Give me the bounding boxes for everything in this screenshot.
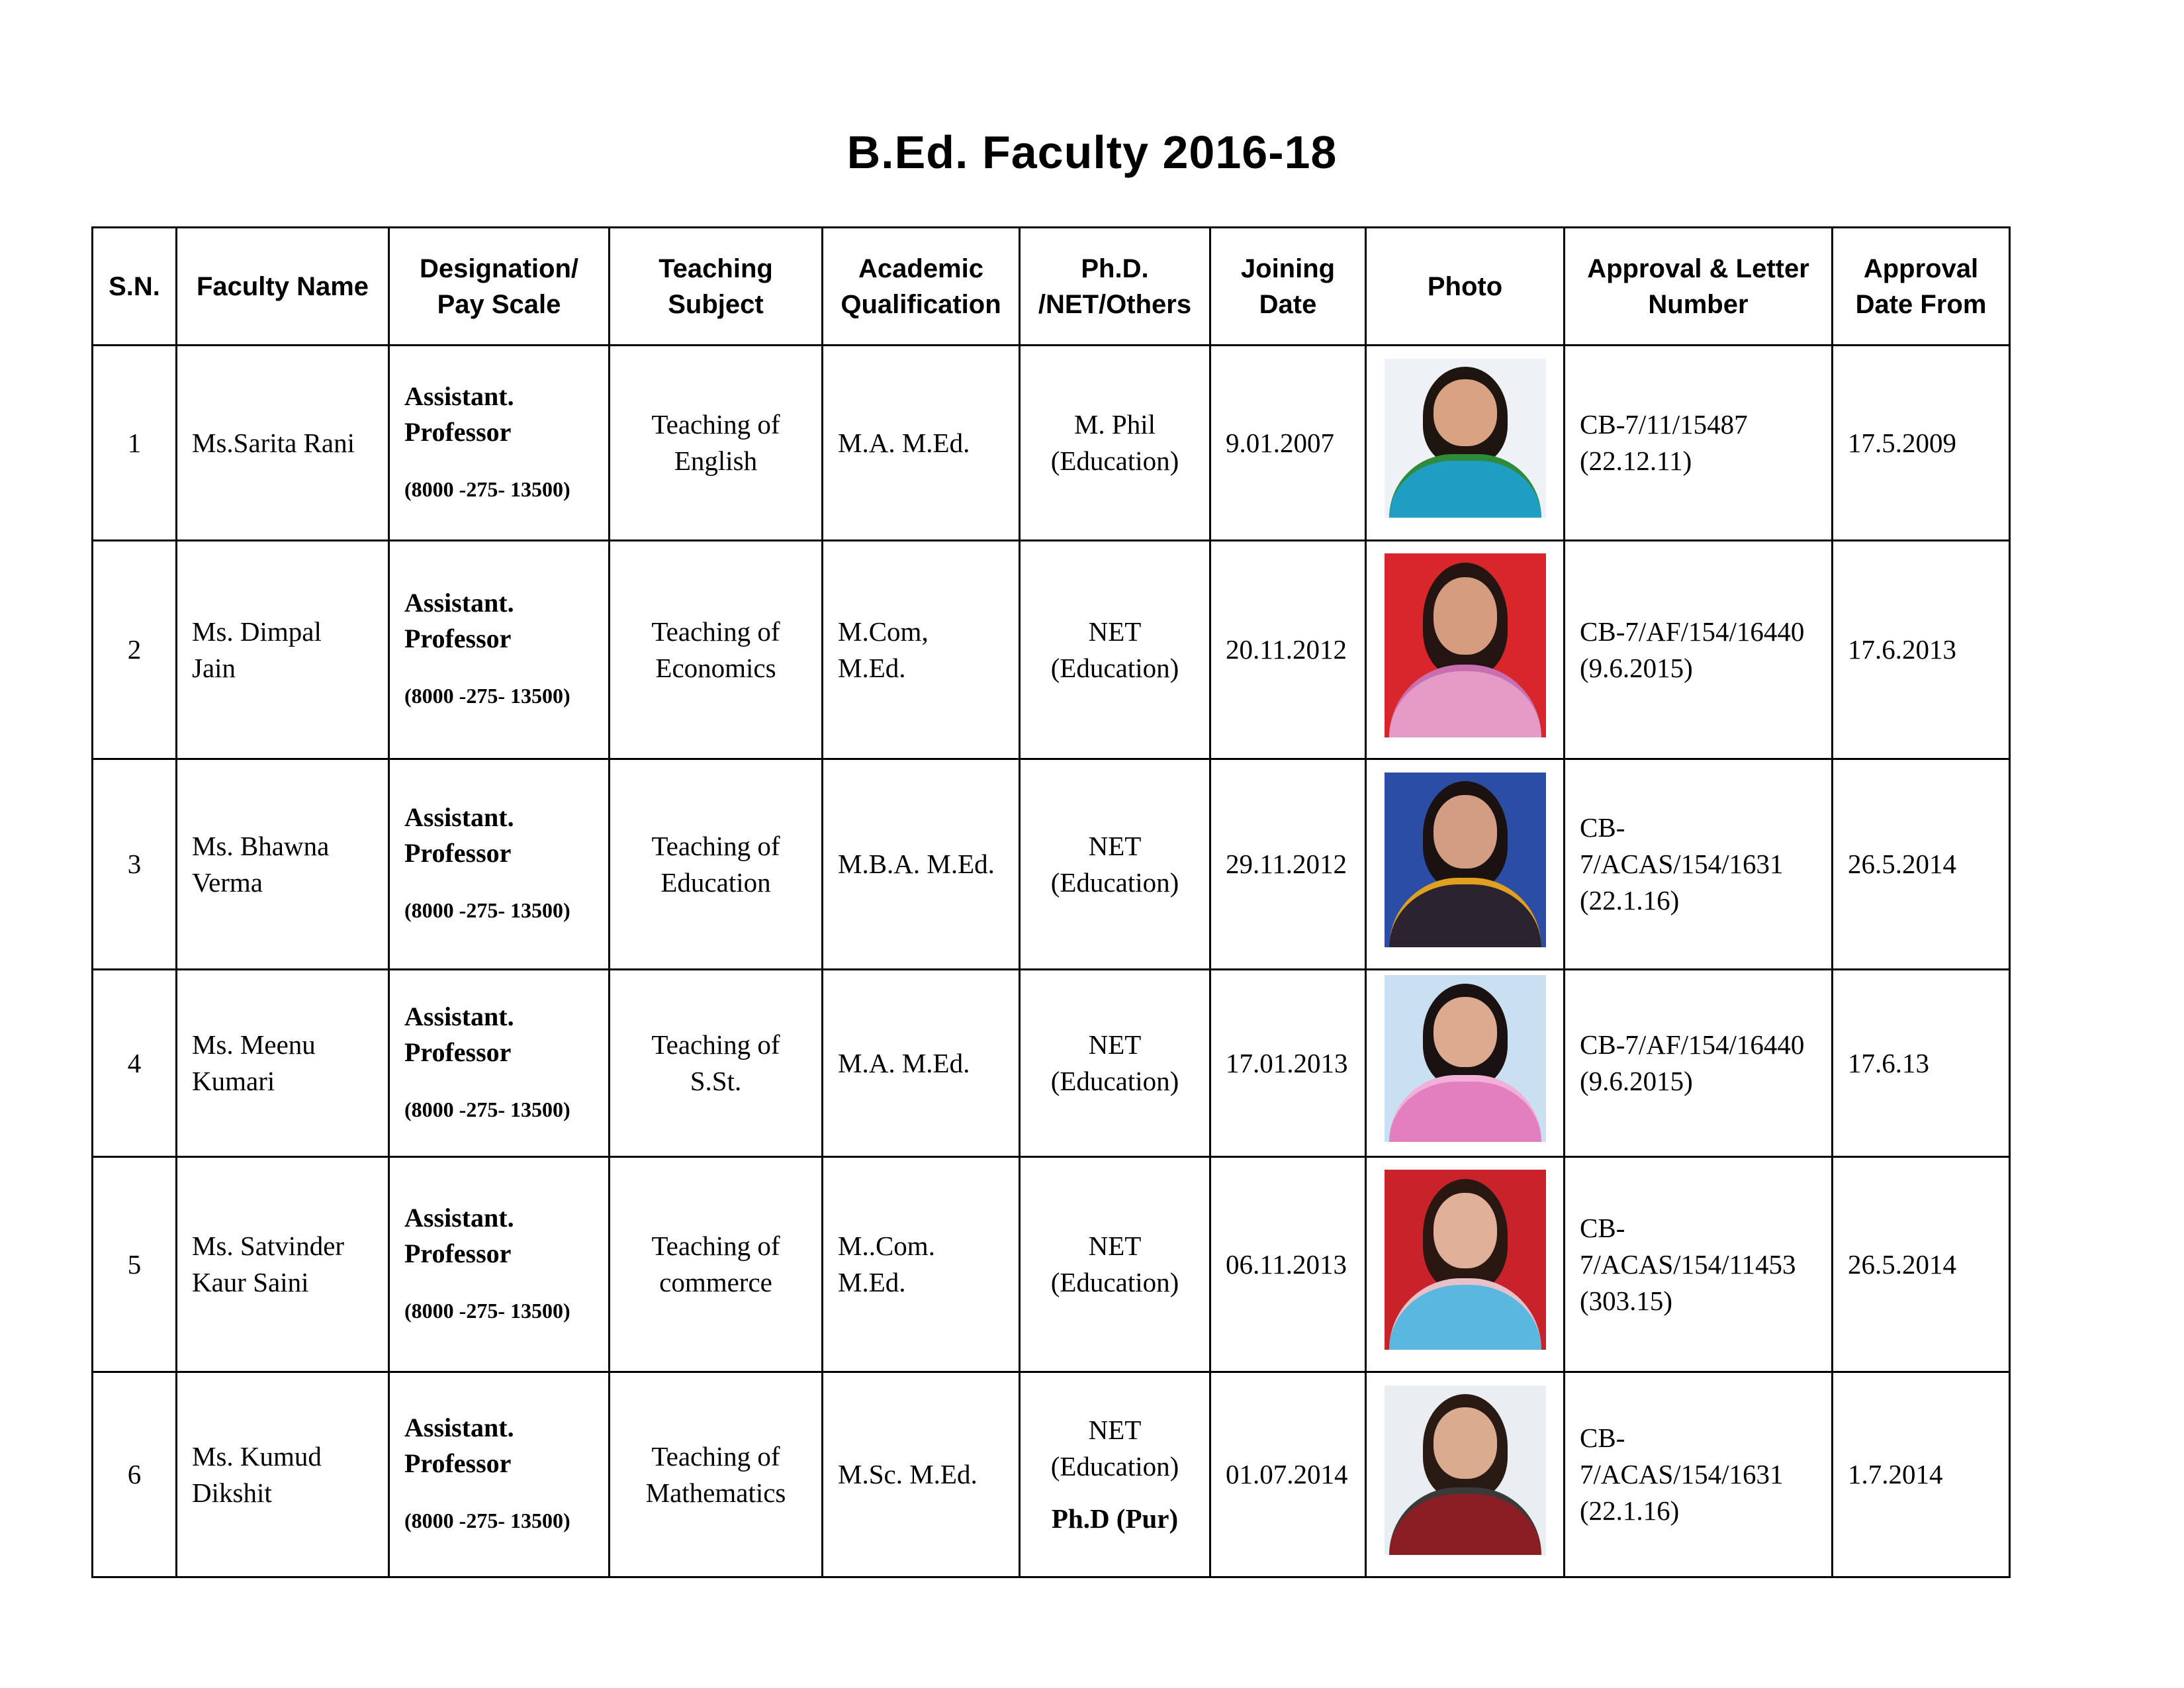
faculty-photo [1385, 1385, 1546, 1555]
cell-joining-date: 29.11.2012 [1210, 759, 1366, 970]
cell-teaching-subject: Teaching of English [610, 346, 823, 541]
header-designation: Designation/ Pay Scale [389, 228, 610, 346]
header-photo: Photo [1366, 228, 1565, 346]
cell-approval-letter: CB- 7/ACAS/154/1631 (22.1.16) [1565, 1372, 1833, 1577]
table-row [93, 970, 2010, 1157]
cell-phd-net: NET (Education) [1020, 970, 1210, 1157]
cell-teaching-subject: Teaching of S.St. [610, 970, 823, 1157]
cell-joining-date: 06.11.2013 [1210, 1157, 1366, 1372]
header-joining-date: Joining Date [1210, 228, 1366, 346]
cell-sn: 2 [93, 541, 177, 759]
cell-photo [1366, 970, 1565, 1157]
header-academic-qualification: Academic Qualification [823, 228, 1020, 346]
cell-phd-net: M. Phil (Education) [1020, 346, 1210, 541]
table-row [93, 1372, 2010, 1577]
cell-photo [1366, 759, 1565, 970]
portrait-clothing [1389, 665, 1541, 737]
cell-faculty-name: Ms.Sarita Rani [177, 346, 389, 541]
header-faculty-name: Faculty Name [177, 228, 389, 346]
cell-sn: 3 [93, 759, 177, 970]
cell-qualification: M.B.A. M.Ed. [823, 759, 1020, 970]
portrait-face [1433, 997, 1497, 1067]
cell-qualification: M.Com, M.Ed. [823, 541, 1020, 759]
page-title: B.Ed. Faculty 2016-18 [846, 126, 1338, 178]
cell-teaching-subject: Teaching of Mathematics [610, 1372, 823, 1577]
cell-qualification: M.A. M.Ed. [823, 346, 1020, 541]
portrait-clothing [1389, 1075, 1541, 1142]
cell-designation: Assistant. Professor (8000 -275- 13500) [389, 759, 610, 970]
cell-phd-net: NET (Education) Ph.D (Pur) [1020, 1372, 1210, 1577]
cell-photo [1366, 541, 1565, 759]
pay-scale: (8000 -275- 13500) [404, 684, 570, 708]
cell-joining-date: 9.01.2007 [1210, 346, 1366, 541]
cell-approval-date: 1.7.2014 [1833, 1372, 2010, 1577]
cell-faculty-name: Ms. Dimpal Jain [177, 541, 389, 759]
cell-qualification: M.A. M.Ed. [823, 970, 1020, 1157]
cell-approval-letter: CB- 7/ACAS/154/11453 (303.15) [1565, 1157, 1833, 1372]
faculty-photo [1385, 1170, 1546, 1350]
header-phd-net: Ph.D. /NET/Others [1020, 228, 1210, 346]
cell-designation: Assistant. Professor (8000 -275- 13500) [389, 970, 610, 1157]
cell-approval-date: 17.5.2009 [1833, 346, 2010, 541]
pay-scale: (8000 -275- 13500) [404, 898, 570, 922]
cell-approval-letter: CB-7/AF/154/16440 (9.6.2015) [1565, 541, 1833, 759]
cell-qualification: M.Sc. M.Ed. [823, 1372, 1020, 1577]
cell-designation: Assistant. Professor (8000 -275- 13500) [389, 1372, 610, 1577]
table-header-row [93, 228, 2010, 346]
portrait-face [1433, 795, 1497, 868]
faculty-photo [1385, 553, 1546, 737]
portrait-clothing [1389, 1278, 1541, 1350]
cell-designation: Assistant. Professor (8000 -275- 13500) [389, 346, 610, 541]
pay-scale: (8000 -275- 13500) [404, 1298, 570, 1323]
cell-faculty-name: Ms. Kumud Dikshit [177, 1372, 389, 1577]
cell-phd-net: NET (Education) [1020, 1157, 1210, 1372]
cell-photo [1366, 1372, 1565, 1577]
cell-approval-letter: CB-7/AF/154/16440 (9.6.2015) [1565, 970, 1833, 1157]
header-teaching-subject: Teaching Subject [610, 228, 823, 346]
pay-scale: (8000 -275- 13500) [404, 477, 570, 501]
cell-joining-date: 20.11.2012 [1210, 541, 1366, 759]
cell-approval-date: 17.6.2013 [1833, 541, 2010, 759]
portrait-clothing [1389, 1487, 1541, 1555]
cell-sn: 6 [93, 1372, 177, 1577]
portrait-face [1433, 1407, 1497, 1479]
cell-faculty-name: Ms. Satvinder Kaur Saini [177, 1157, 389, 1372]
cell-phd-net: NET (Education) [1020, 541, 1210, 759]
table-row [93, 541, 2010, 759]
cell-approval-letter: CB- 7/ACAS/154/1631 (22.1.16) [1565, 759, 1833, 970]
cell-photo [1366, 1157, 1565, 1372]
cell-approval-date: 17.6.13 [1833, 970, 2010, 1157]
cell-teaching-subject: Teaching of commerce [610, 1157, 823, 1372]
faculty-table [91, 226, 2011, 1578]
cell-sn: 4 [93, 970, 177, 1157]
cell-faculty-name: Ms. Meenu Kumari [177, 970, 389, 1157]
cell-approval-date: 26.5.2014 [1833, 759, 2010, 970]
header-sn: S.N. [93, 228, 177, 346]
cell-photo [1366, 346, 1565, 541]
portrait-clothing [1389, 454, 1541, 518]
cell-approval-date: 26.5.2014 [1833, 1157, 2010, 1372]
cell-teaching-subject: Teaching of Economics [610, 541, 823, 759]
table-row [93, 1157, 2010, 1372]
faculty-photo [1385, 975, 1546, 1142]
portrait-face [1433, 379, 1497, 446]
pay-scale: (8000 -275- 13500) [404, 1097, 570, 1121]
cell-sn: 1 [93, 346, 177, 541]
cell-faculty-name: Ms. Bhawna Verma [177, 759, 389, 970]
cell-designation: Assistant. Professor (8000 -275- 13500) [389, 1157, 610, 1372]
pay-scale: (8000 -275- 13500) [404, 1509, 570, 1532]
header-approval-date: Approval Date From [1833, 228, 2010, 346]
portrait-clothing [1389, 878, 1541, 947]
cell-joining-date: 01.07.2014 [1210, 1372, 1366, 1577]
table-row [93, 346, 2010, 541]
cell-approval-letter: CB-7/11/15487 (22.12.11) [1565, 346, 1833, 541]
cell-designation: Assistant. Professor (8000 -275- 13500) [389, 541, 610, 759]
cell-sn: 5 [93, 1157, 177, 1372]
table-row [93, 759, 2010, 970]
cell-teaching-subject: Teaching of Education [610, 759, 823, 970]
portrait-face [1433, 1193, 1497, 1268]
portrait-face [1433, 577, 1497, 655]
faculty-photo [1385, 359, 1546, 518]
faculty-photo [1385, 773, 1546, 947]
cell-joining-date: 17.01.2013 [1210, 970, 1366, 1157]
cell-phd-net: NET (Education) [1020, 759, 1210, 970]
header-approval-letter: Approval & Letter Number [1565, 228, 1833, 346]
cell-qualification: M..Com. M.Ed. [823, 1157, 1020, 1372]
